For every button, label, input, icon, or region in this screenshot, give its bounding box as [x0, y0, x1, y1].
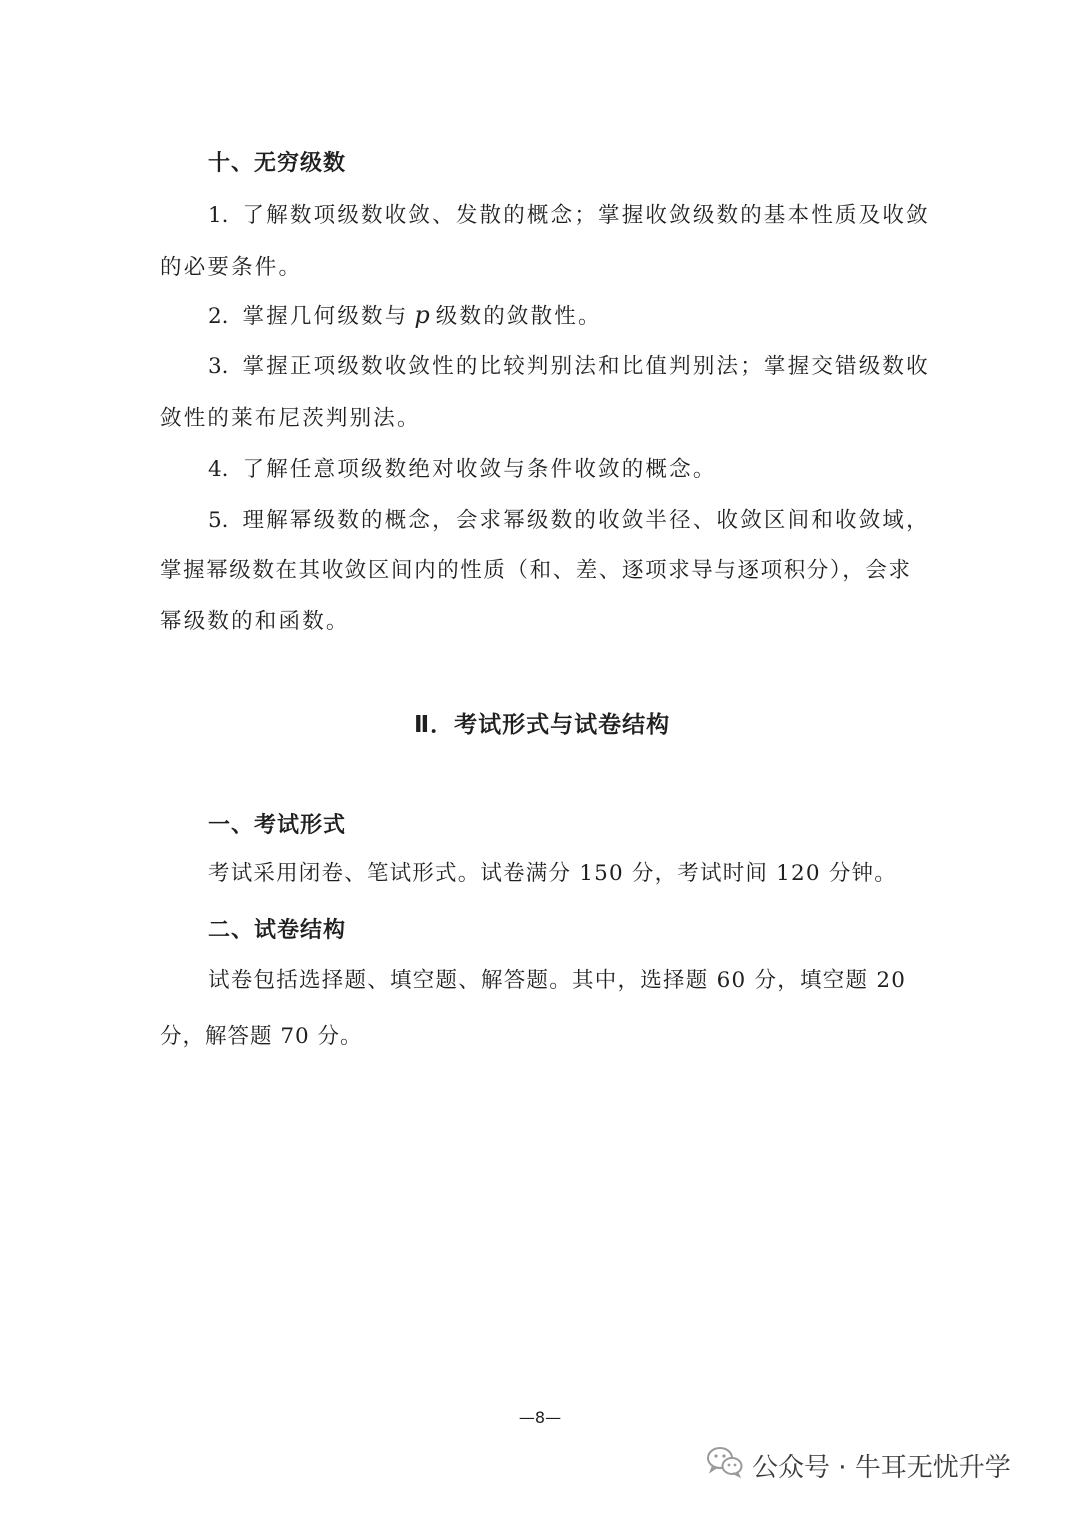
p-variable: p	[414, 301, 430, 329]
item-5-line-3: 幂级数的和函数。	[160, 609, 350, 634]
item-1-number: 1.	[208, 203, 229, 228]
wechat-icon	[706, 1445, 752, 1486]
item-3-line-2: 敛性的莱布尼茨判别法。	[160, 406, 421, 431]
watermark-text: 公众号 · 牛耳无忧升学	[752, 1452, 1011, 1483]
paper-structure-line-2: 分，解答题 70 分。	[160, 1024, 363, 1049]
part-title: Ⅱ．考试形式与试卷结构	[414, 712, 671, 738]
item-2-number: 2.	[208, 304, 229, 329]
item-5-line-1: 5. 理解幂级数的概念，会求幂级数的收敛半径、收敛区间和收敛域，	[208, 508, 930, 533]
paper-structure-line-1: 试卷包括选择题、填空题、解答题。其中，选择题 60 分，填空题 20	[208, 968, 907, 993]
subsection-exam-form-title: 一、考试形式	[208, 813, 347, 838]
section-title: 十、无穷级数	[208, 151, 347, 176]
item-3-line-1: 3. 掌握正项级数收敛性的比较判别法和比值判别法；掌握交错级数收	[208, 354, 930, 379]
item-5-line-2: 掌握幂级数在其收敛区间内的性质（和、差、逐项求导与逐项积分），会求	[160, 558, 912, 583]
exam-form-text: 考试采用闭卷、笔试形式。试卷满分 150 分，考试时间 120 分钟。	[208, 861, 897, 886]
item-4-number: 4.	[208, 457, 229, 482]
item-5-number: 5.	[208, 508, 229, 533]
item-4-line-1: 4. 了解任意项级数绝对收敛与条件收敛的概念。	[208, 457, 717, 482]
item-1-line-1: 1. 了解数项级数收敛、发散的概念；掌握收敛级数的基本性质及收敛	[208, 203, 930, 228]
item-1-line-2: 的必要条件。	[160, 255, 303, 280]
item-2-line-1: 2. 掌握几何级数与 p 级数的敛散性。	[208, 301, 602, 329]
subsection-paper-structure-title: 二、试卷结构	[208, 918, 347, 943]
page-number: —8—	[518, 1408, 562, 1427]
watermark	[706, 1440, 1011, 1490]
item-3-number: 3.	[208, 354, 229, 379]
